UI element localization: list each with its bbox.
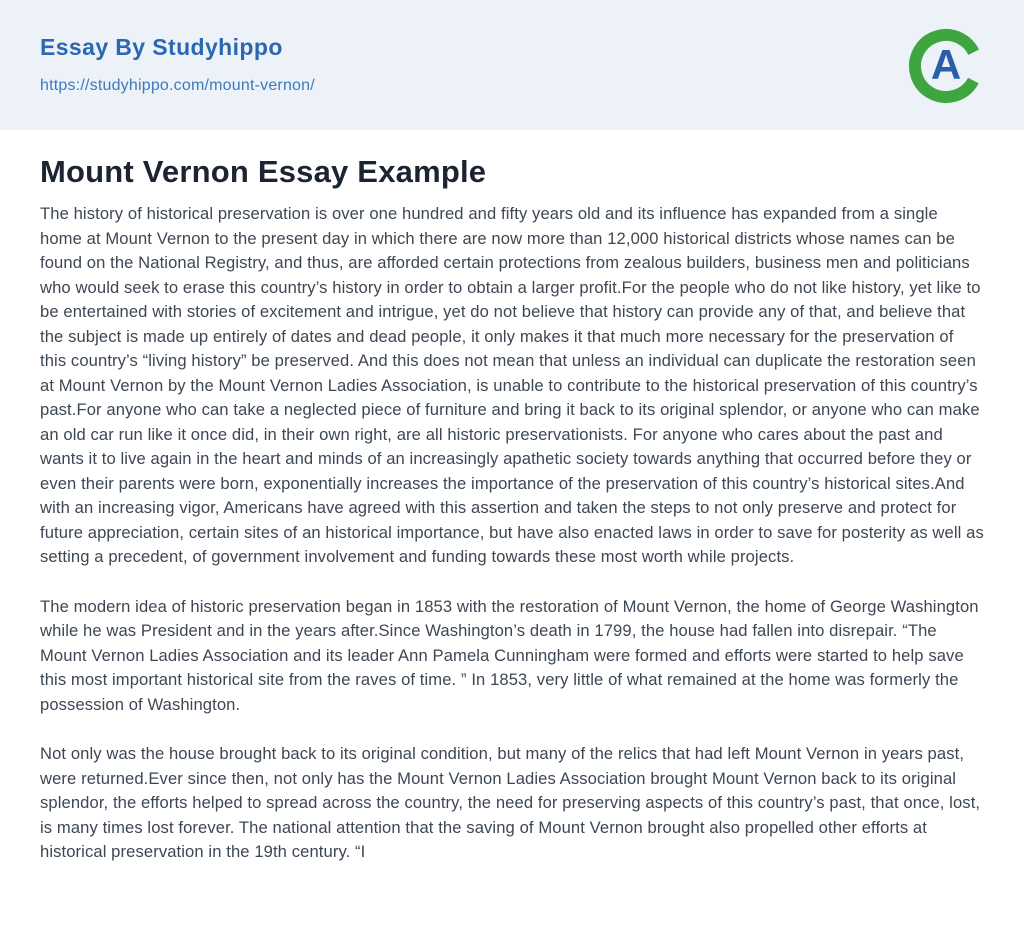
- essay-paragraph: The modern idea of historic preservation began in 1853 with the restoration of Mount Vernon, the home of George Washington while he was President and in the years after.Since Washington’s death in 1799, the house had fallen into disrepair. “The Mount Vernon Ladies Association and its leader Ann Pamela Cunningham were formed and efforts were started to help save this most important historical site from the raves of time. ” In 1853, very little of what remained at the home was formerly the possession of Washington.: [40, 596, 979, 714]
- essay-title: Mount Vernon Essay Example: [40, 154, 487, 189]
- essay-content: [0, 130, 1024, 865]
- site-title: Essay By Studyhippo: [40, 34, 283, 60]
- page-url-link[interactable]: https://studyhippo.com/mount-vernon/: [40, 77, 315, 94]
- logo-letter: A: [930, 41, 962, 88]
- essay-paragraph: The history of historical preservation is over one hundred and fifty years old and its influence has expanded from a single home at Mount Vernon to the present day in which there are now more than 12,000 historical districts whose names can be found on the National Registry, and thus, are afforded certain protections from zealous builders, business men and politicians who would seek to erase this country’s history in order to obtain a larger profit.For the people who do not like history, yet like to be entertained with stories of excitement and intrigue, yet do not believe that history can provide any of that, and believe that the subject is made up entirely of dates and dead people, it only makes it that much more necessary for the preservation of this country’s “living history” be preserved. And this does not mean that unless an individual can duplicate the restoration seen at Mount Vernon by the Mount Vernon Ladies Association, is unable to contribute to the historical preservation of this country’s past.For anyone who can take a neglected piece of furniture and bring it back to its original splendor, or anyone who can make an old car run like it once did, in their own right, are all historic preservationists. For anyone who cares about the past and wants it to live again in the heart and minds of an increasingly apathetic society towards anything that occurred before they or even their parents were born, exponentially increases the importance of the preservation of this country’s historical sites.And with an increasing vigor, Americans have agreed with this assertion and taken the steps to not only preserve and protect for future appreciation, certain sites of an historical importance, but have also enacted laws in order to save for posterity as well as setting a precedent, of government involvement and funding towards these most worth while projects.: [40, 204, 984, 566]
- page-header: [0, 0, 1024, 130]
- header-text-block: [40, 34, 315, 95]
- essay-paragraph: Not only was the house brought back to its original condition, but many of the relics that had left Mount Vernon in years past, were returned.Ever since then, not only has the Mount Vernon Ladies Association brought Mount Vernon back to its original splendor, the efforts helped to spread across the country, the need for preserving aspects of this country’s past, that once, lost, is many times lost forever. The national attention that the saving of Mount Vernon brought also propelled other efforts at historical preservation in the 19th century. “I: [40, 744, 981, 861]
- studyhippo-logo: [908, 28, 984, 104]
